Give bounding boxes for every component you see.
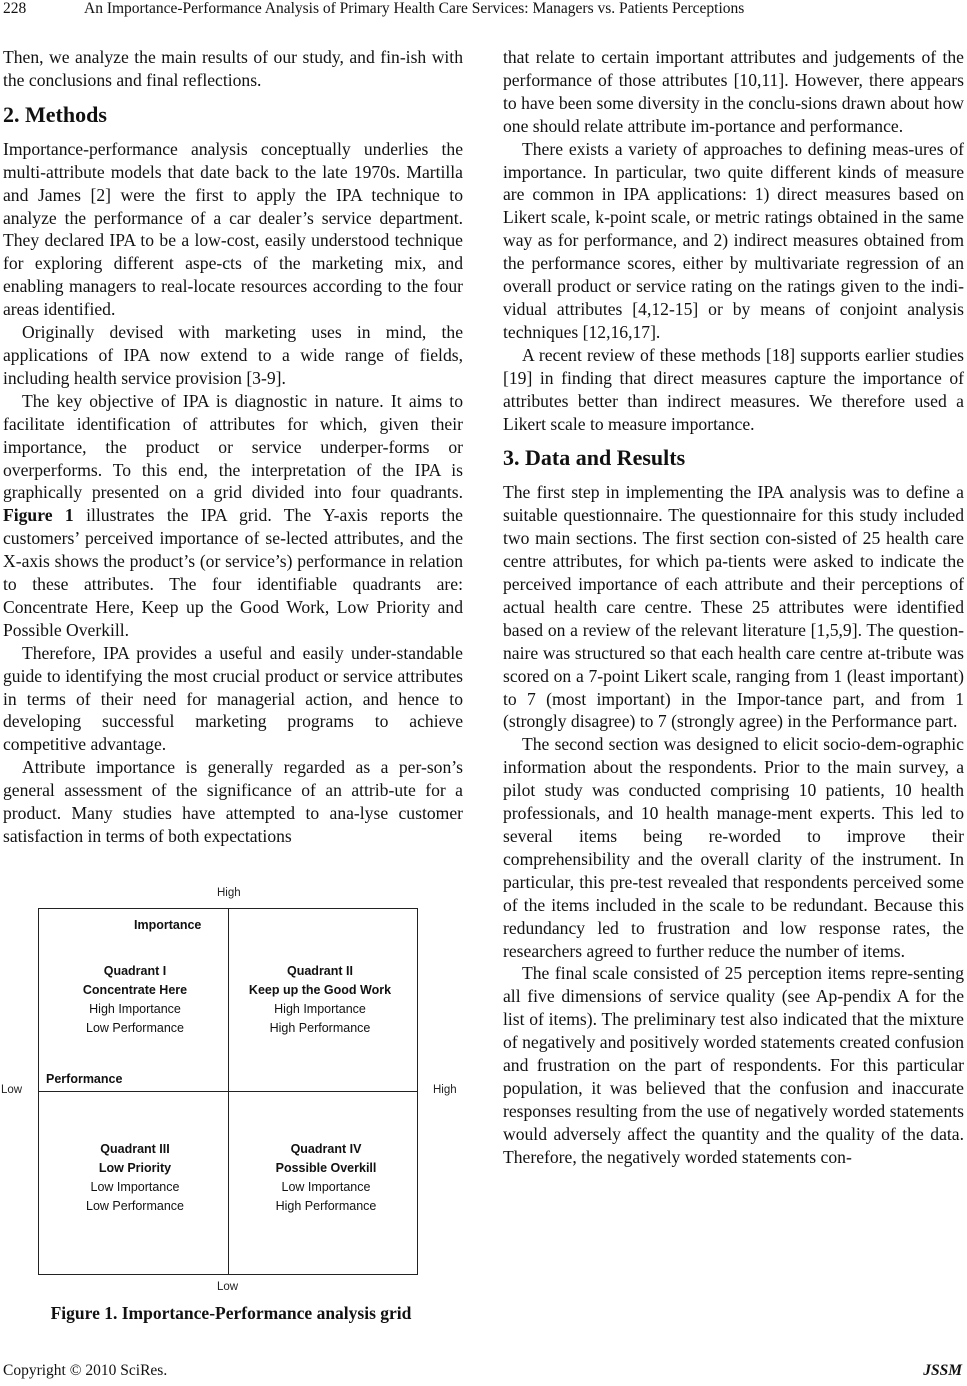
page-footer bbox=[0, 1362, 967, 1382]
journal-abbreviation: JSSM bbox=[923, 1362, 962, 1379]
grid-horizontal-divider bbox=[38, 1091, 418, 1092]
quadrant-2-title: Keep up the Good Work bbox=[248, 983, 392, 997]
quadrant-4 bbox=[226, 1140, 426, 1216]
quadrant-3-line-1: Low Importance bbox=[90, 1180, 180, 1194]
quadrant-4-title: Possible Overkill bbox=[275, 1161, 377, 1175]
methods-paragraph-4: Therefore, IPA provides a useful and easily under-standable guide to identifying the most crucial product or service attributes in terms of their need for managerial action, and hence to developing successful marketing programs to achieve competitive advantage. bbox=[3, 642, 463, 755]
copyright-notice: Copyright © 2010 SciRes. bbox=[3, 1362, 168, 1379]
quadrant-3-title: Low Priority bbox=[98, 1161, 172, 1175]
data-paragraph-3: The final scale consisted of 25 perception items repre-senting all five dimensions of service quality (see Ap-pendix A for the list of items). The preliminary test also indicated that the mixture of negatively and positively worded statements created confusion and frustration on the part of respondents. For this particular population, it was believed that the confusion and inaccurate responses resulting from the use of negatively worded statements would adversely affect the quantity and the quality of the data. Therefore, the negatively worded statements con- bbox=[503, 963, 964, 1167]
quadrant-1-title: Concentrate Here bbox=[82, 983, 188, 997]
methods-paragraph-1: Importance-performance analysis conceptually underlies the multi-attribute models that date back to the late 1970s. Martilla and James [2] were the first to apply the IPA technique to analyze the performance of a car dealer’s service department. They declared IPA to be a low-cost, easily understood technique for exploring different aspe-cts of the marketing mix, and enabling managers to real-locate resources according to the four areas identified. bbox=[3, 138, 463, 320]
figure-caption: Figure 1. Importance-Performance analysis grid bbox=[50, 1303, 412, 1323]
quadrant-1-line-1: High Importance bbox=[89, 1002, 181, 1016]
quadrant-1-name: Quadrant I bbox=[103, 964, 167, 978]
axis-label-left: Low bbox=[1, 1084, 23, 1096]
measures-paragraph: There exists a variety of approaches to defining meas-ures of importance. In particular, two quite different kinds of measure are common in IPA applications: 1) direct measures based on Likert scale, k-point scale, or metric ratings obtained in the same way as for performance, and 2) indirect measures obtained from the performance scores, either by multivariate regression of an overall product or service rating on the ratings given to the indi-vidual attributes [4,12-15] or by means of conjoint analysis techniques [12,16,17]. bbox=[503, 138, 964, 342]
quadrant-3 bbox=[35, 1140, 235, 1216]
continued-paragraph: that relate to certain important attributes and judgements of the performance of those attributes [10,11]. However, there appears to have been some diversity in the conclu-sions drawn about how one should relate attribute im-portance and performance. bbox=[503, 47, 964, 136]
quadrant-4-name: Quadrant IV bbox=[290, 1142, 362, 1156]
axis-label-right: High bbox=[433, 1084, 457, 1096]
methods-paragraph-3-a: The key objective of IPA is diagnostic in nature. It aims to facilitate identification of attributes for which, given their importance, the product or service underper-forms or overperforms. To this end, the interpretation of the IPA is graphically presented on a grid divided into four quadrants. bbox=[3, 390, 463, 503]
ipa-grid-figure bbox=[0, 884, 470, 1334]
quadrant-3-line-2: Low Performance bbox=[86, 1199, 184, 1213]
axis-label-top: High bbox=[217, 887, 241, 899]
running-title: An Importance-Performance Analysis of Primary Health Care Services: Managers vs. Patients Perceptions bbox=[84, 0, 745, 17]
intro-paragraph: Then, we analyze the main results of our study, and fin-ish with the conclusions and final reflections. bbox=[3, 47, 463, 90]
quadrant-3-name: Quadrant III bbox=[100, 1142, 170, 1156]
quadrant-2-name: Quadrant II bbox=[287, 964, 353, 978]
methods-paragraph-3 bbox=[3, 390, 463, 642]
left-column bbox=[3, 46, 463, 848]
page-header bbox=[0, 0, 967, 22]
label-performance: Performance bbox=[46, 1072, 123, 1086]
quadrant-4-line-1: Low Importance bbox=[281, 1180, 371, 1194]
quadrant-4-line-2: High Performance bbox=[275, 1199, 377, 1213]
quadrant-2-line-1: High Importance bbox=[274, 1002, 366, 1016]
quadrant-2-line-2: High Performance bbox=[269, 1021, 371, 1035]
review-paragraph: A recent review of these methods [18] supports earlier studies [19] in finding that direct measures capture the importance of attributes better than indirect measures. We therefore used a Likert scale to measure importance. bbox=[503, 344, 964, 434]
methods-paragraph-2: Originally devised with marketing uses in mind, the applications of IPA now extend to a wide range of fields, including health service provision [3-9]. bbox=[3, 322, 463, 388]
quadrant-1 bbox=[35, 962, 235, 1038]
methods-paragraph-5: Attribute importance is generally regarded as a per-son’s general assessment of the significance of an attrib-ute for a product. Many studies have attempted to ana-lyse customer satisfaction in terms of both expectations bbox=[3, 757, 463, 846]
methods-paragraph-3-b: illustrates the IPA grid. The Y-axis reports the customers’ perceived importance of se-lected attributes, and the X-axis shows the product’s (or service’s) performance in relation to these attributes. The four identifiable quadrants are: Concentrate Here, Keep up the Good Work, Low Priority and Possible Overkill. bbox=[3, 505, 463, 640]
page-number: 228 bbox=[3, 0, 27, 17]
section-heading-data-results: 3. Data and Results bbox=[503, 445, 686, 471]
data-paragraph-1: The first step in implementing the IPA analysis was to define a suitable questionnaire. The questionnaire for this study included two main sections. The first section con-sisted of 25 health care centre attributes, for which pa-tients were asked to indicate the perceived importance of each attribute and their perceptions of actual health care centre. These 25 attributes were identified based on a review of the relevant literature [1,5,9]. The question-naire was structured so that each health care centre at-tribute was scored on a 7-point Likert scale, ranging from 1 (least important) to 7 (most important) in the Impor-tance part, and from 1 (strongly disagree) to 7 (strongly agree) in the Performance part. bbox=[503, 482, 964, 732]
right-column bbox=[503, 46, 964, 1169]
quadrant-1-line-2: Low Performance bbox=[86, 1021, 184, 1035]
axis-label-bottom: Low bbox=[217, 1281, 239, 1293]
section-heading-methods: 2. Methods bbox=[3, 101, 107, 127]
label-importance: Importance bbox=[134, 918, 202, 932]
quadrant-2 bbox=[220, 962, 420, 1038]
data-paragraph-2: The second section was designed to elicit socio-dem-ographic information about the respondents. Prior to the main survey, a pilot study was conducted comprising 10 patients, 10 health professionals, and 10 health manage-ment experts. This led to several items being re-worded to improve their comprehensibility and the overall clarity of the instrument. In particular, this pre-test revealed that respondents perceived some of the items included in the scale to be redundant. Because this redundancy led to frustration and low response rates, the researchers agreed to further reduce the number of items. bbox=[503, 734, 964, 961]
figure-1-reference: Figure 1 bbox=[3, 505, 74, 526]
